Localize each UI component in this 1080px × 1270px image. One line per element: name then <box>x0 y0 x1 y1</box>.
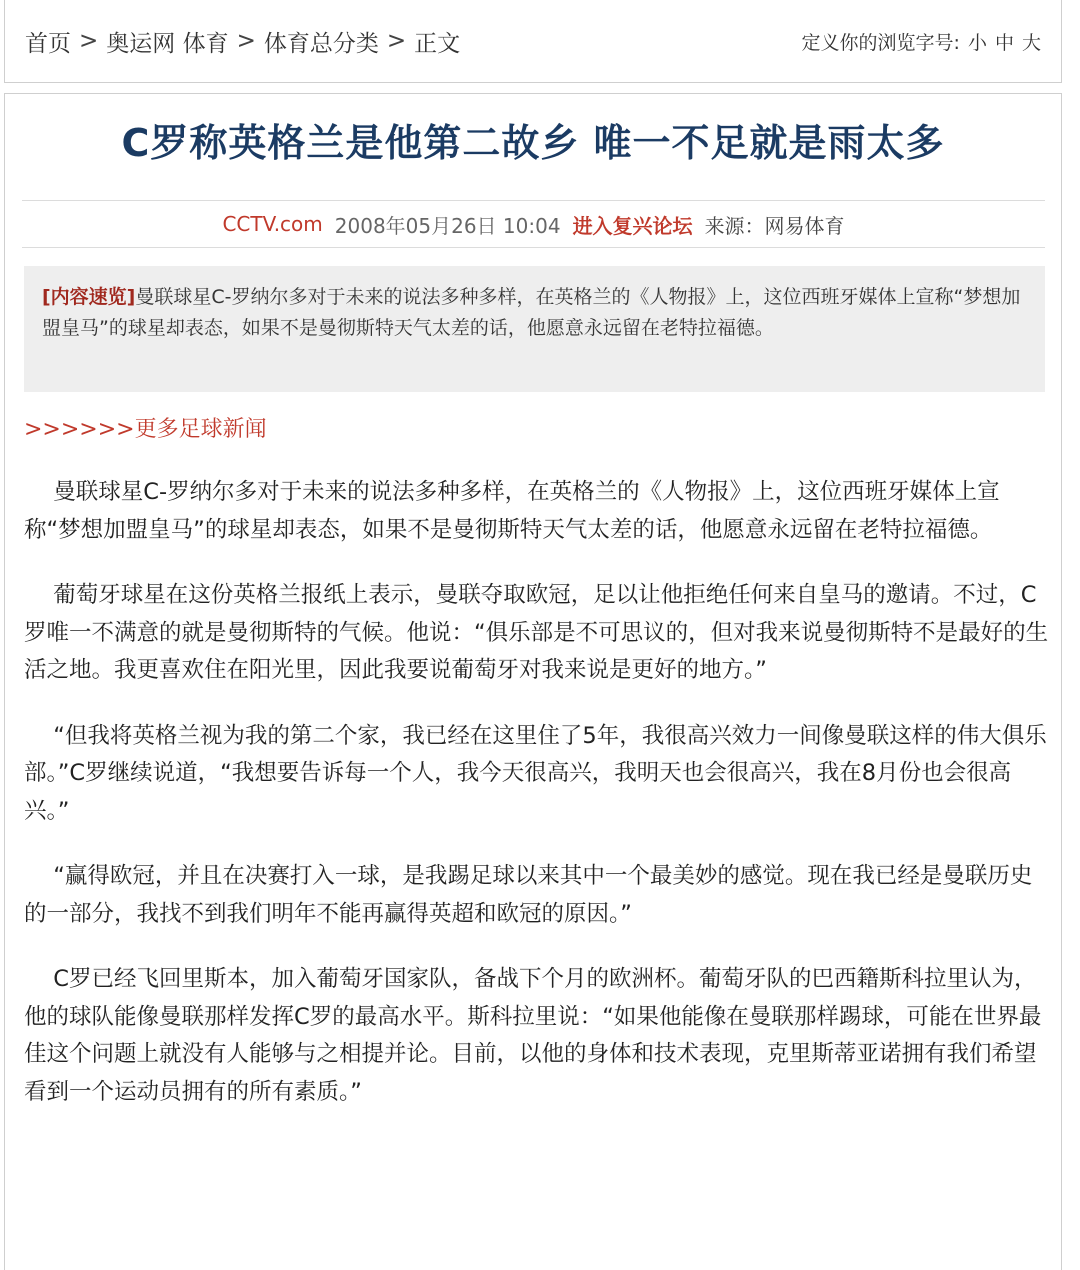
article-meta <box>22 200 1045 248</box>
summary-tag: [内容速览] <box>42 286 136 308</box>
breadcrumb-sports[interactable]: 奥运网 体育 <box>106 30 229 57</box>
font-size-small-button[interactable]: 小 <box>967 31 987 54</box>
article-source: 来源：网易体育 <box>704 213 845 238</box>
article-paragraph: C罗已经飞回里斯本，加入葡萄牙国家队，备战下个月的欧洲杯。葡萄牙队的巴西籍斯科拉里认为，他的球队能像曼联那样发挥C罗的最高水平。斯科拉里说：“如果他能像在曼联那样踢球，可能在世界最佳这个问题上就没有人能够与之相提并论。目前，以他的身体和技术表现，克里斯蒂亚诺拥有我们希望看到一个运动员拥有的所有素质。” <box>24 966 1042 1105</box>
article-container <box>4 93 1062 1270</box>
publish-datetime: 2008年05月26日 10:04 <box>334 213 561 238</box>
breadcrumb-separator: > <box>386 28 407 54</box>
article-paragraph: 葡萄牙球星在这份英格兰报纸上表示，曼联夺取欧冠，足以让他拒绝任何来自皇马的邀请。不过，C罗唯一不满意的就是曼彻斯特的气候。他说：“俱乐部是不可思议的，但对我来说曼彻斯特不是最好的生活之地。我更喜欢住在阳光里，因此我要说葡萄牙对我来说是更好的地方。” <box>24 582 1049 683</box>
article-paragraph: 曼联球星C-罗纳尔多对于未来的说法多种多样，在英格兰的《人物报》上，这位西班牙媒体上宣称“梦想加盟皇马”的球星却表态，如果不是曼彻斯特天气太差的话，他愿意永远留在老特拉福德。 <box>24 479 1000 543</box>
font-size-large-button[interactable]: 大 <box>1021 31 1041 54</box>
top-bar <box>4 0 1062 83</box>
forum-link[interactable]: 进入复兴论坛 <box>572 213 693 238</box>
content-summary <box>24 266 1045 392</box>
summary-text: 曼联球星C-罗纳尔多对于未来的说法多种多样，在英格兰的《人物报》上，这位西班牙媒体上宣称“梦想加盟皇马”的球星却表态，如果不是曼彻斯特天气太差的话，他愿意永远留在老特拉福德。 <box>42 286 1021 339</box>
more-football-news-link[interactable]: >>>>>>更多足球新闻 <box>24 417 267 442</box>
breadcrumb-current: 正文 <box>414 30 461 57</box>
article-title: C罗称英格兰是他第二故乡 唯一不足就是雨太多 <box>121 121 945 165</box>
font-size-label: 定义你的浏览字号: <box>801 31 960 54</box>
breadcrumb-separator: > <box>236 28 256 54</box>
breadcrumb-separator: > <box>79 28 99 54</box>
font-size-medium-button[interactable]: 中 <box>994 31 1014 54</box>
site-name: CCTV.com <box>222 212 323 236</box>
breadcrumb <box>25 25 460 58</box>
font-size-control <box>802 28 1041 55</box>
article-body <box>24 474 1049 1139</box>
article-paragraph: “赢得欧冠，并且在决赛打入一球，是我踢足球以来其中一个最美妙的感觉。现在我已经是曼联历史的一部分，我找不到我们明年不能再赢得英超和欧冠的原因。” <box>24 863 1033 927</box>
breadcrumb-home[interactable]: 首页 <box>25 30 71 57</box>
article-paragraph: “但我将英格兰视为我的第二个家，我已经在这里住了5年，我很高兴效力一间像曼联这样的伟大俱乐部。”C罗继续说道，“我想要告诉每一个人，我今天很高兴，我明天也会很高兴，我在8月份也会很高兴。” <box>24 722 1047 824</box>
breadcrumb-category[interactable]: 体育总分类 <box>263 30 379 57</box>
